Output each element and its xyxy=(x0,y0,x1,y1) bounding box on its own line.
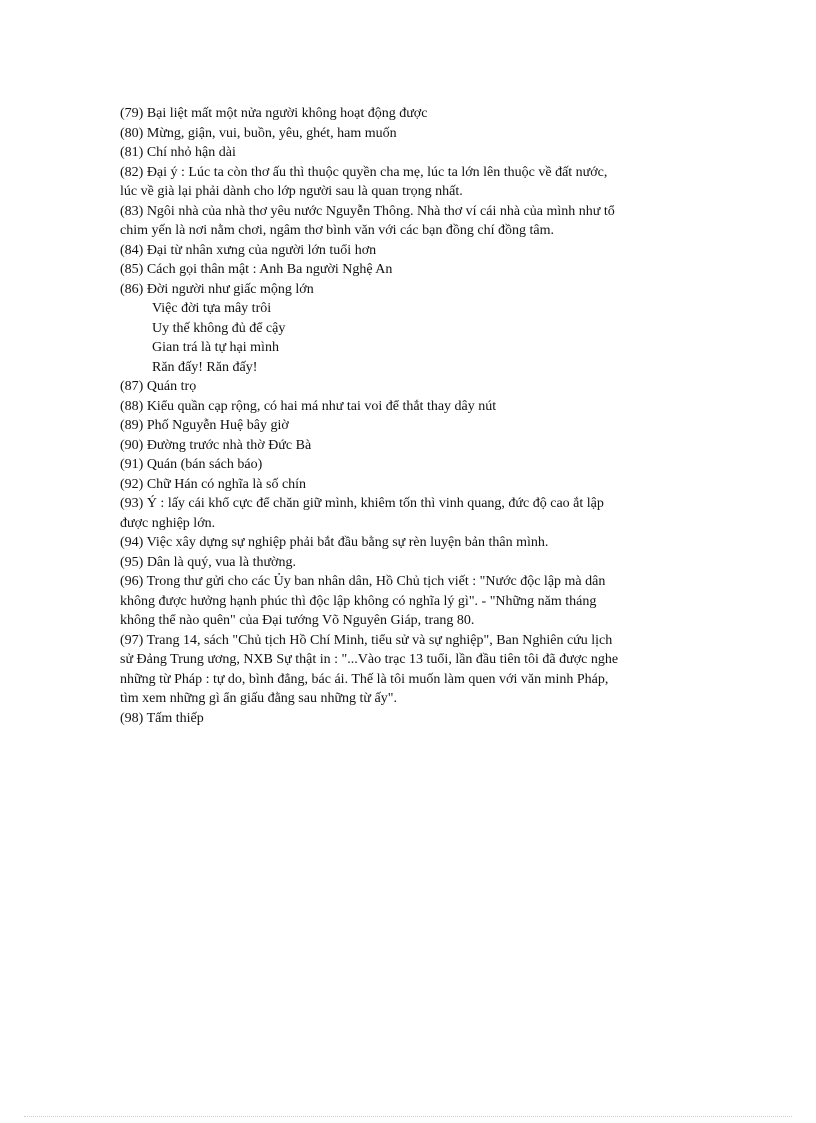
page-bottom-rule xyxy=(24,1116,792,1117)
footnote-line: không thể nào quên" của Đại tướng Võ Nguyên Giáp, trang 80. xyxy=(120,613,475,628)
footnote-line: (91) Quán (bán sách báo) xyxy=(120,457,263,472)
footnote-line: (97) Trang 14, sách "Chủ tịch Hồ Chí Minh, tiểu sử và sự nghiệp", Ban Nghiên cứu lịch xyxy=(120,632,613,648)
footnote-line: (83) Ngôi nhà của nhà thơ yêu nước Nguyễn Thông. Nhà thơ ví cái nhà của mình như tổ xyxy=(120,203,615,219)
footnote-line: (87) Quán trọ xyxy=(120,379,197,394)
footnote-line: (85) Cách gọi thân mật : Anh Ba người Nghệ An xyxy=(120,262,393,277)
footnote-line: (98) Tấm thiếp xyxy=(120,710,204,726)
footnote-line: (92) Chữ Hán có nghĩa là số chín xyxy=(120,476,307,492)
footnote-line: (95) Dân là quý, vua là thường. xyxy=(120,554,296,570)
footnote-line: (93) Ý : lấy cái khổ cực để chăn giữ mình, khiêm tốn thì vinh quang, đức độ cao ắt lập xyxy=(120,496,604,511)
footnote-line: Gian trá là tự hại mình xyxy=(152,340,279,355)
footnote-line: Việc đời tựa mây trôi xyxy=(152,301,272,316)
footnote-line: (84) Đại từ nhân xưng của người lớn tuổi hơn xyxy=(120,242,377,258)
footnote-line: (96) Trong thư gửi cho các Ủy ban nhân dân, Hồ Chủ tịch viết : "Nước độc lập mà dân xyxy=(120,574,606,589)
footnote-line: (88) Kiểu quần cạp rộng, có hai má như tai voi để thắt thay dây nút xyxy=(120,398,497,414)
footnote-line: (81) Chí nhỏ hận dài xyxy=(120,145,236,160)
footnotes-text xyxy=(120,104,690,728)
footnote-line: chim yến là nơi nằm chơi, ngâm thơ bình văn với các bạn đồng chí đồng tâm. xyxy=(120,223,554,238)
footnote-line: tìm xem những gì ẩn giấu đằng sau những từ ấy". xyxy=(120,691,397,706)
footnote-line: không được hưởng hạnh phúc thì độc lập không có nghĩa lý gì". - "Những năm tháng xyxy=(120,593,597,609)
footnote-line: (94) Việc xây dựng sự nghiệp phải bắt đầu bằng sự rèn luyện bản thân mình. xyxy=(120,535,549,550)
footnote-line: (80) Mừng, giận, vui, buồn, yêu, ghét, ham muốn xyxy=(120,125,397,141)
footnote-line: (82) Đại ý : Lúc ta còn thơ ấu thì thuộc quyền cha mẹ, lúc ta lớn lên thuộc về đất nước, xyxy=(120,164,608,180)
footnote-line: những từ Pháp : tự do, bình đẳng, bác ái. Thế là tôi muốn làm quen với văn minh Pháp, xyxy=(120,671,609,687)
footnote-line: lúc về già lại phải dành cho lớp người sau là quan trọng nhất. xyxy=(120,184,463,199)
footnote-line: (89) Phố Nguyễn Huệ bây giờ xyxy=(120,418,289,433)
footnote-line: (90) Đường trước nhà thờ Đức Bà xyxy=(120,437,312,453)
footnote-line: Uy thế không đủ để cậy xyxy=(152,320,286,336)
footnote-line: sử Đảng Trung ương, NXB Sự thật in : "...Vào trạc 13 tuổi, lần đầu tiên tôi đã được nghe xyxy=(120,652,619,667)
footnote-line: được nghiệp lớn. xyxy=(120,515,216,531)
footnote-line: Răn đấy! Răn đấy! xyxy=(152,359,258,375)
footnote-line: (86) Đời người như giấc mộng lớn xyxy=(120,281,314,297)
footnote-line: (79) Bại liệt mất một nửa người không hoạt động được xyxy=(120,106,428,121)
